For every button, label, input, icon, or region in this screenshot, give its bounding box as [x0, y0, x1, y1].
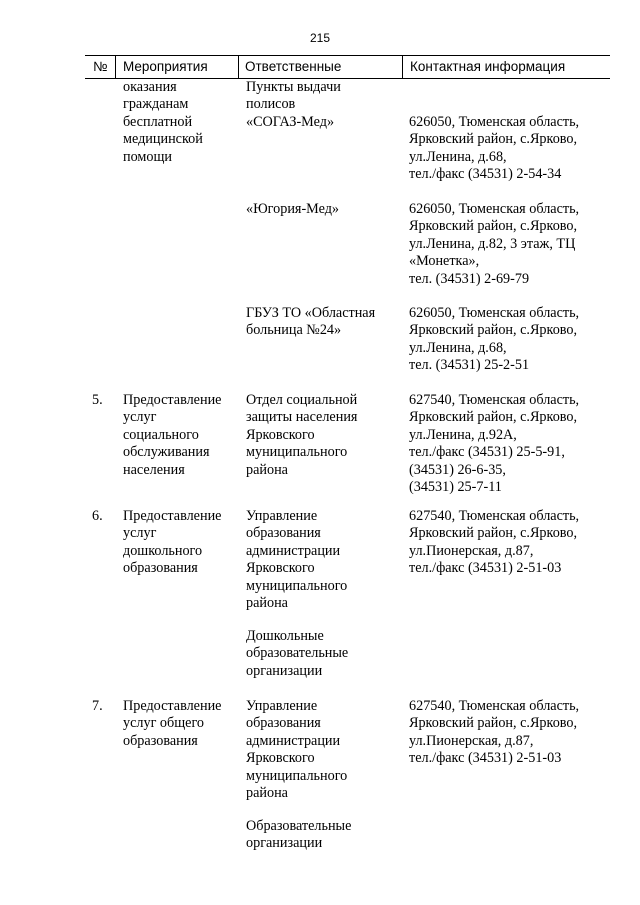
header-divider: [238, 56, 239, 78]
responsible-intro: Пункты выдачи полисов: [246, 79, 341, 113]
table-header: [85, 55, 610, 79]
contact-yugoria: 626050, Тюменская область, Ярковский район, с.Ярково, ул.Ленина, д.82, 3 этаж, ТЦ «Монетка», тел. (34531) 2-69-79: [409, 201, 580, 287]
responsible-hospital: ГБУЗ ТО «Областная больница №24»: [246, 305, 376, 339]
responsible-yugoria: «Югория-Мед»: [246, 201, 340, 217]
header-divider: [115, 56, 116, 78]
row-number: 7.: [92, 698, 103, 714]
header-num: №: [93, 59, 108, 74]
row-measure: Предоставление услуг общего образования: [123, 698, 222, 749]
row-responsible-secondary: Образовательные организации: [246, 818, 352, 852]
row-measure: Предоставление услуг социального обслуживания населения: [123, 392, 222, 478]
row-responsible: Управление образования администрации Ярковского муниципального района: [246, 698, 348, 802]
header-responsible: Ответственные: [245, 59, 342, 74]
contact-sogaz: 626050, Тюменская область, Ярковский район, с.Ярково, ул.Ленина, д.68, тел./факс (34531) 2-54-34: [409, 114, 580, 183]
measure-cont: оказания гражданам бесплатной медицинской помощи: [123, 79, 203, 165]
responsible-sogaz: «СОГАЗ-Мед»: [246, 114, 335, 130]
row-responsible: Управление образования администрации Ярковского муниципального района: [246, 508, 348, 612]
page-number: 215: [309, 31, 331, 45]
row-measure: Предоставление услуг дошкольного образования: [123, 508, 222, 577]
row-responsible: Отдел социальной защиты населения Ярковского муниципального района: [246, 392, 358, 478]
row-contact: 627540, Тюменская область, Ярковский район, с.Ярково, ул.Пионерская, д.87, тел./факс (34531) 2-51-03: [409, 508, 580, 577]
header-divider: [402, 56, 403, 78]
row-number: 6.: [92, 508, 103, 524]
header-measures: Мероприятия: [123, 59, 208, 74]
header-contact: Контактная информация: [410, 59, 566, 74]
row-number: 5.: [92, 392, 103, 408]
row-responsible-secondary: Дошкольные образовательные организации: [246, 628, 349, 679]
contact-hospital: 626050, Тюменская область, Ярковский район, с.Ярково, ул.Ленина, д.68, тел. (34531) 25-2-51: [409, 305, 580, 374]
row-contact: 627540, Тюменская область, Ярковский район, с.Ярково, ул.Ленина, д.92А, тел./факс (34531) 25-5-91, (34531) 26-6-35, (34531) 25-7-11: [409, 392, 580, 496]
row-contact: 627540, Тюменская область, Ярковский район, с.Ярково, ул.Пионерская, д.87, тел./факс (34531) 2-51-03: [409, 698, 580, 767]
